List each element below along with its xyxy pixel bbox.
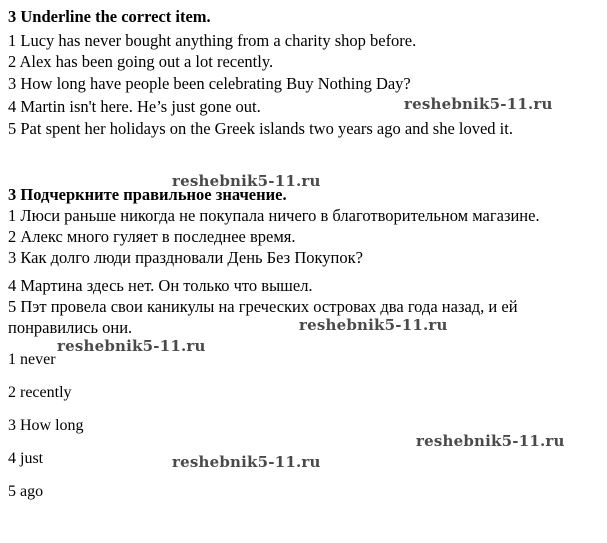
russian-item-4: 4 Мартина здесь нет. Он только что вышел. bbox=[8, 276, 313, 295]
watermark: reshebnik5-11.ru bbox=[299, 316, 448, 334]
watermark: reshebnik5-11.ru bbox=[404, 95, 553, 113]
english-item-1: 1 Lucy has never bought anything from a charity shop before. bbox=[8, 31, 417, 50]
watermark: reshebnik5-11.ru bbox=[172, 453, 321, 471]
english-item-3: 3 How long have people been celebrating Buy Nothing Day? bbox=[8, 74, 411, 93]
answer-5: 5 ago bbox=[8, 483, 44, 500]
watermark: reshebnik5-11.ru bbox=[57, 337, 206, 355]
english-item-2: 2 Alex has been going out a lot recently. bbox=[8, 52, 274, 71]
answer-1: 1 never bbox=[8, 351, 56, 368]
watermark: reshebnik5-11.ru bbox=[172, 172, 321, 190]
answer-4: 4 just bbox=[8, 450, 44, 467]
answer-3: 3 How long bbox=[8, 417, 84, 434]
russian-item-5: 5 Пэт провела свои каникулы на греческих островах два года назад, и ей bbox=[8, 297, 518, 316]
watermark: reshebnik5-11.ru bbox=[416, 432, 565, 450]
english-heading: 3 Underline the correct item. bbox=[8, 7, 211, 26]
answer-2: 2 recently bbox=[8, 384, 72, 401]
russian-item-5-continued: понравились они. bbox=[8, 318, 133, 337]
russian-item-3: 3 Как долго люди праздновали День Без Покупок? bbox=[8, 248, 363, 267]
english-item-5: 5 Pat spent her holidays on the Greek islands two years ago and she loved it. bbox=[8, 119, 513, 138]
russian-item-1: 1 Люси раньше никогда не покупала ничего в благотворительном магазине. bbox=[8, 206, 540, 225]
russian-item-2: 2 Алекс много гуляет в последнее время. bbox=[8, 227, 296, 246]
english-item-4: 4 Martin isn't here. He’s just gone out. bbox=[8, 97, 261, 116]
russian-heading: 3 Подчеркните правильное значение. bbox=[8, 185, 287, 204]
